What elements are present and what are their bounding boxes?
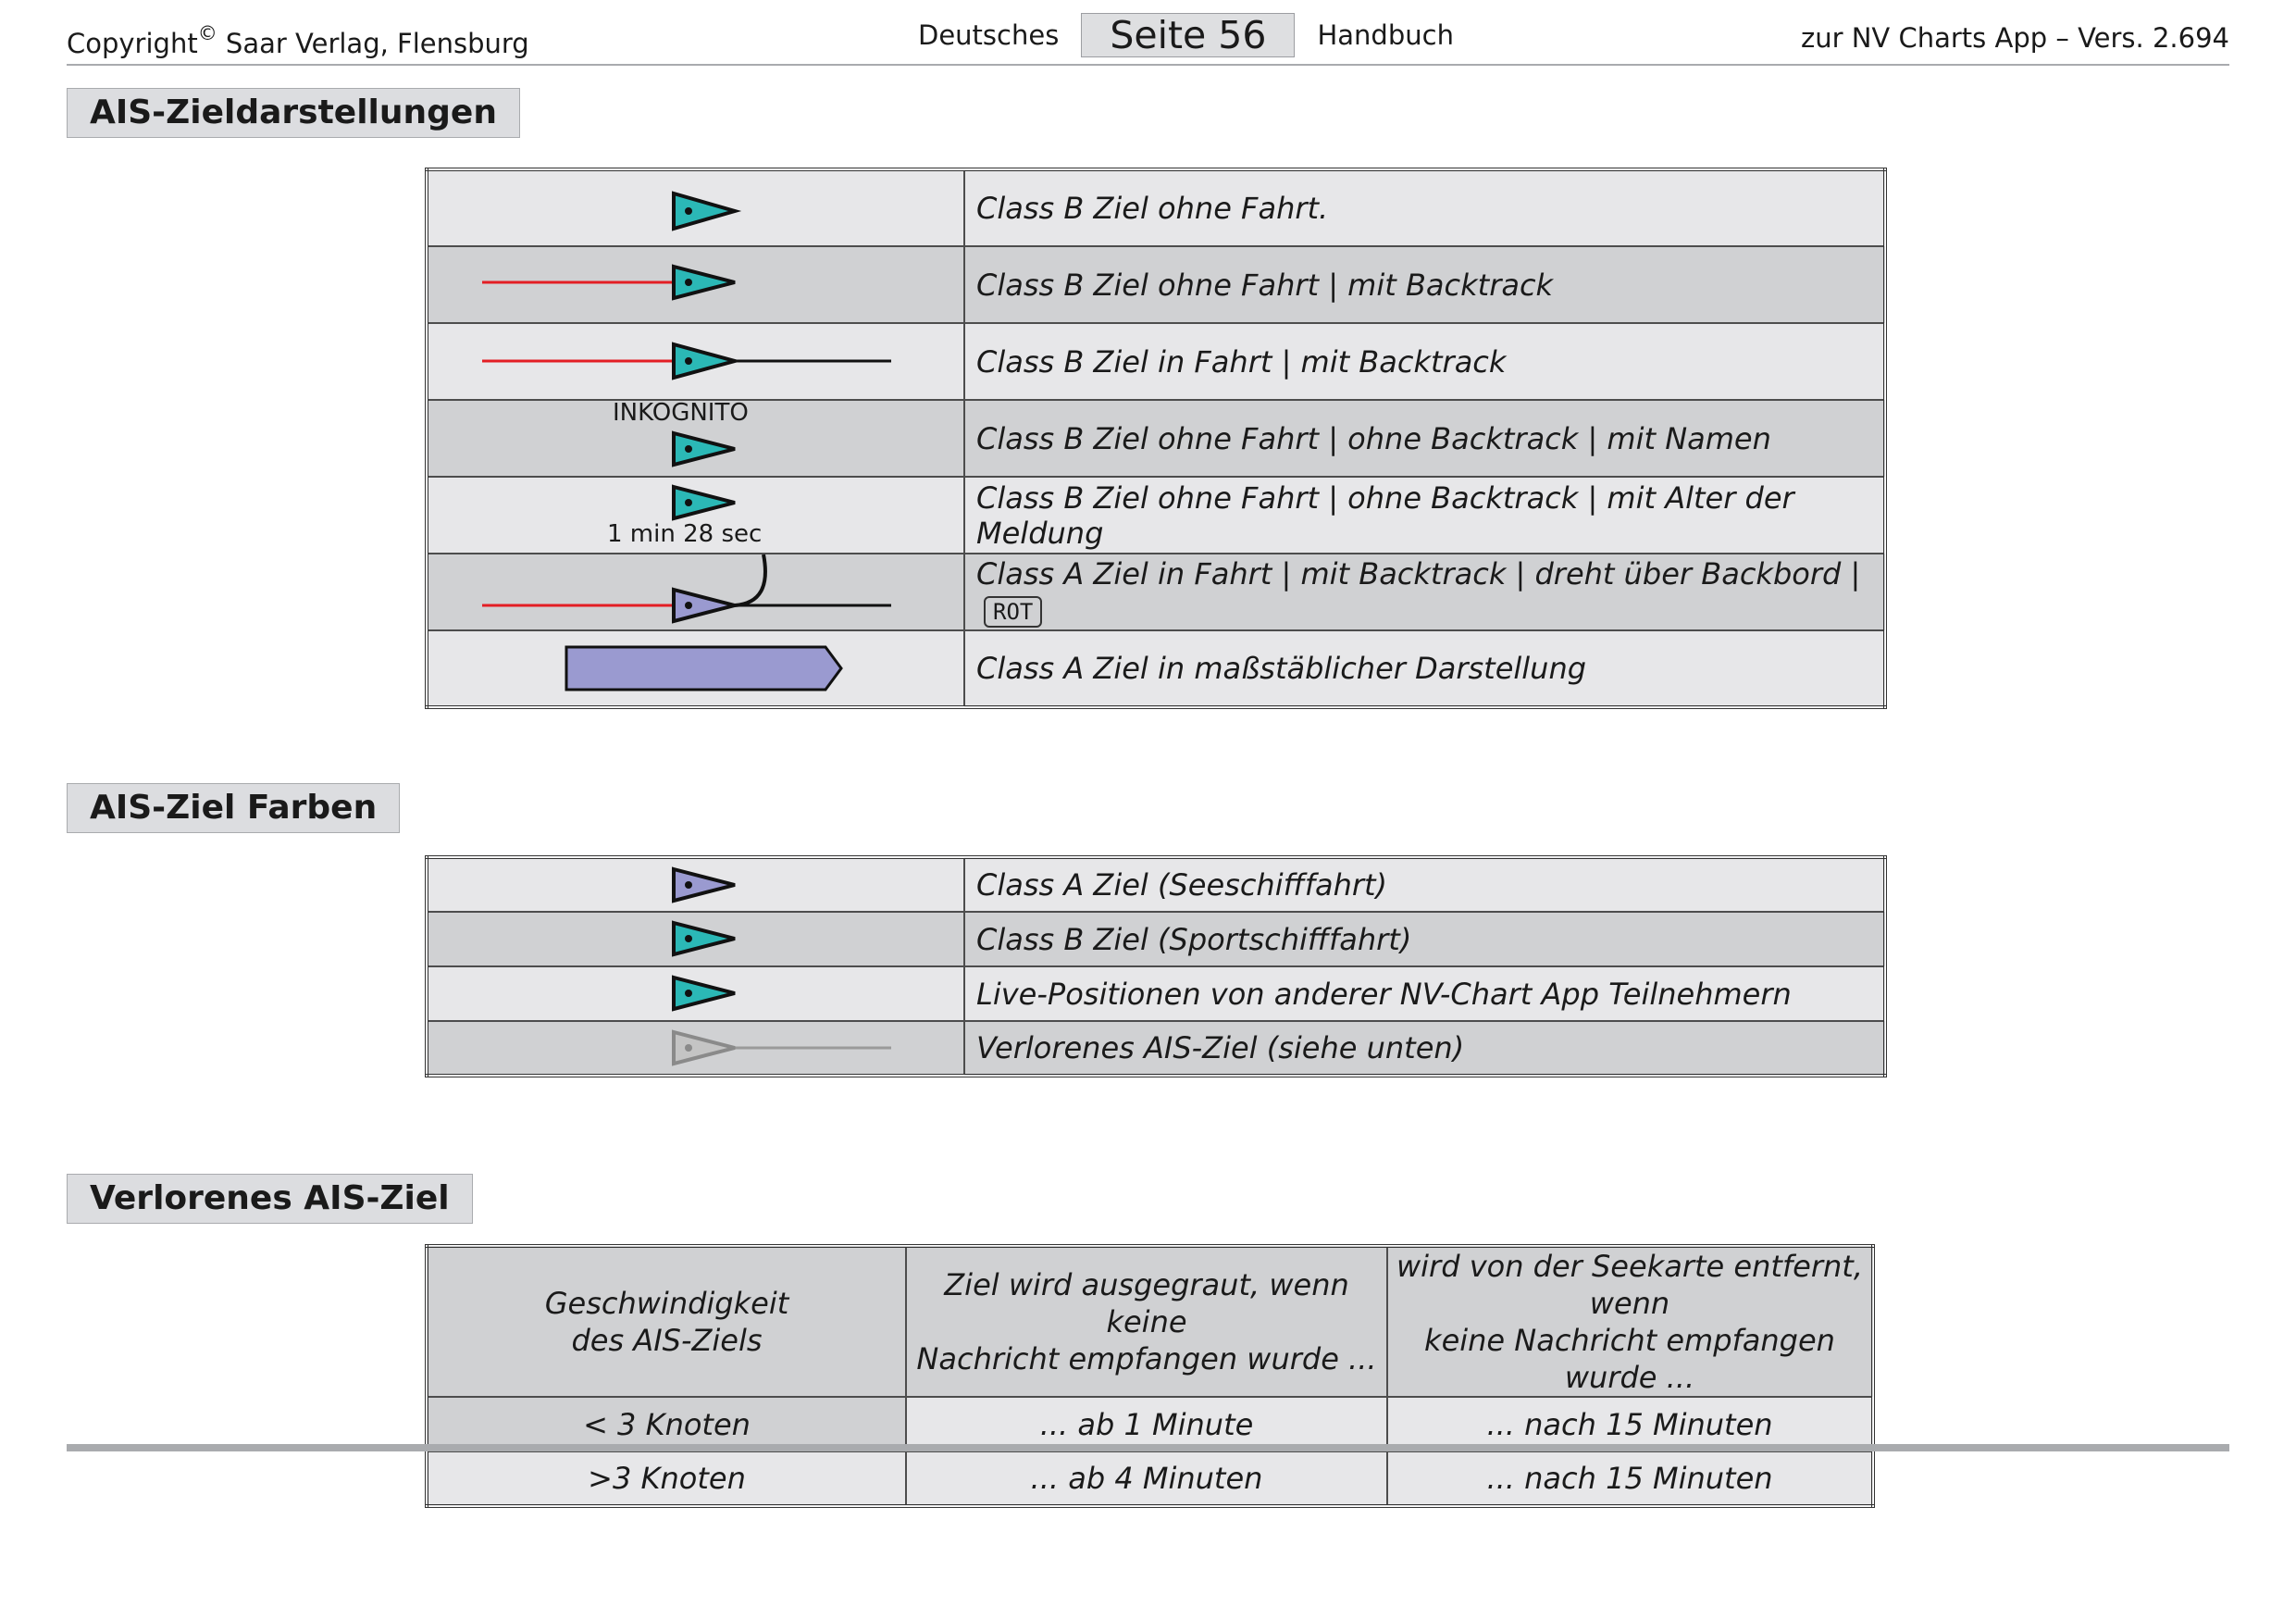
symbol-cell — [427, 1021, 964, 1076]
symbol-cell — [427, 630, 964, 707]
table-row — [427, 323, 1885, 400]
table-row — [427, 857, 1885, 912]
description-cell: Class B Ziel ohne Fahrt | ohne Backtrack | mit Namen — [964, 400, 1885, 477]
symbol-cell — [427, 169, 964, 246]
page-header — [0, 0, 2296, 67]
message-age-label: 1 min 28 sec — [607, 520, 763, 548]
class-b-moving-backtrack-icon — [428, 324, 963, 398]
table-row — [427, 630, 1885, 707]
table-cell: ... ab 1 Minute — [906, 1397, 1387, 1451]
publisher-text: Saar Verlag, Flensburg — [217, 28, 529, 59]
live-position-triangle-icon — [428, 967, 963, 1019]
footer-divider — [67, 1444, 2229, 1451]
section-title-farben: AIS-Ziel Farben — [67, 783, 400, 833]
target-display-table — [425, 168, 1887, 709]
class-a-turning-icon — [428, 554, 963, 629]
class-a-scaled-ship-icon — [428, 631, 963, 705]
table-row — [427, 912, 1885, 966]
header-handbuch: Handbuch — [1317, 19, 1454, 51]
section-title-verloren: Verlorenes AIS-Ziel — [67, 1174, 473, 1224]
description-cell: Live-Positionen von anderer NV-Chart App Teilnehmern — [964, 966, 1885, 1021]
page-number: Seite 56 — [1081, 13, 1295, 57]
header-deutsches: Deutsches — [918, 19, 1060, 51]
column-header-grayed: Ziel wird ausgegraut, wenn keine Nachricht empfangen wurde ... — [906, 1246, 1387, 1397]
description-cell: Class B Ziel ohne Fahrt | mit Backtrack — [964, 246, 1885, 323]
table-header-row — [427, 1246, 1873, 1397]
class-b-triangle-icon — [428, 913, 963, 965]
description-cell: Class A Ziel in maßstäblicher Darstellung — [964, 630, 1885, 707]
table-row — [427, 1021, 1885, 1076]
table-row — [427, 554, 1885, 630]
description-cell — [964, 554, 1885, 630]
table-cell: ... nach 15 Minuten — [1387, 1397, 1873, 1451]
copyright-text: Copyright — [67, 28, 198, 59]
class-b-named-icon — [428, 401, 963, 475]
description-cell: Class B Ziel ohne Fahrt. — [964, 169, 1885, 246]
symbol-cell — [427, 554, 964, 630]
table-cell: ... ab 4 Minuten — [906, 1451, 1387, 1506]
table-row — [427, 400, 1885, 477]
symbol-cell — [427, 400, 964, 477]
table-row — [427, 966, 1885, 1021]
description-cell: Class B Ziel ohne Fahrt | ohne Backtrack | mit Alter der Meldung — [964, 477, 1885, 554]
table-cell: ... nach 15 Minuten — [1387, 1451, 1873, 1506]
table-row — [427, 1451, 1873, 1506]
table-row — [427, 246, 1885, 323]
table-cell: >3 Knoten — [427, 1451, 906, 1506]
turn-indicator-badge: ROT — [984, 596, 1042, 628]
column-header-speed: Geschwindigkeit des AIS-Ziels — [427, 1246, 906, 1397]
description-text: Class A Ziel in Fahrt | mit Backtrack | dreht über Backbord | — [976, 556, 1861, 592]
class-b-triangle-icon — [428, 171, 963, 245]
app-version: zur NV Charts App – Vers. 2.694 — [1800, 22, 2229, 54]
header-divider — [67, 64, 2229, 66]
page-indicator — [918, 13, 1454, 57]
description-cell: Verlorenes AIS-Ziel (siehe unten) — [964, 1021, 1885, 1076]
class-a-triangle-icon — [428, 859, 963, 911]
section-title-zieldarstellungen: AIS-Zieldarstellungen — [67, 88, 520, 138]
lost-target-icon — [428, 1022, 963, 1074]
symbol-cell — [427, 912, 964, 966]
lost-target-table — [425, 1244, 1875, 1508]
copyright-symbol: © — [197, 22, 217, 44]
symbol-cell — [427, 857, 964, 912]
description-cell: Class B Ziel in Fahrt | mit Backtrack — [964, 323, 1885, 400]
symbol-cell — [427, 477, 964, 554]
table-row — [427, 169, 1885, 246]
description-cell: Class B Ziel (Sportschifffahrt) — [964, 912, 1885, 966]
symbol-cell — [427, 323, 964, 400]
table-cell: < 3 Knoten — [427, 1397, 906, 1451]
description-cell: Class A Ziel (Seeschifffahrt) — [964, 857, 1885, 912]
table-row — [427, 477, 1885, 554]
symbol-cell — [427, 966, 964, 1021]
copyright-line — [67, 22, 529, 59]
column-header-removed: wird von der Seekarte entfernt, wenn keine Nachricht empfangen wurde ... — [1387, 1246, 1873, 1397]
target-name-label: INKOGNITO — [613, 399, 749, 427]
class-b-backtrack-icon — [428, 247, 963, 321]
symbol-cell — [427, 246, 964, 323]
target-colors-table — [425, 855, 1887, 1077]
